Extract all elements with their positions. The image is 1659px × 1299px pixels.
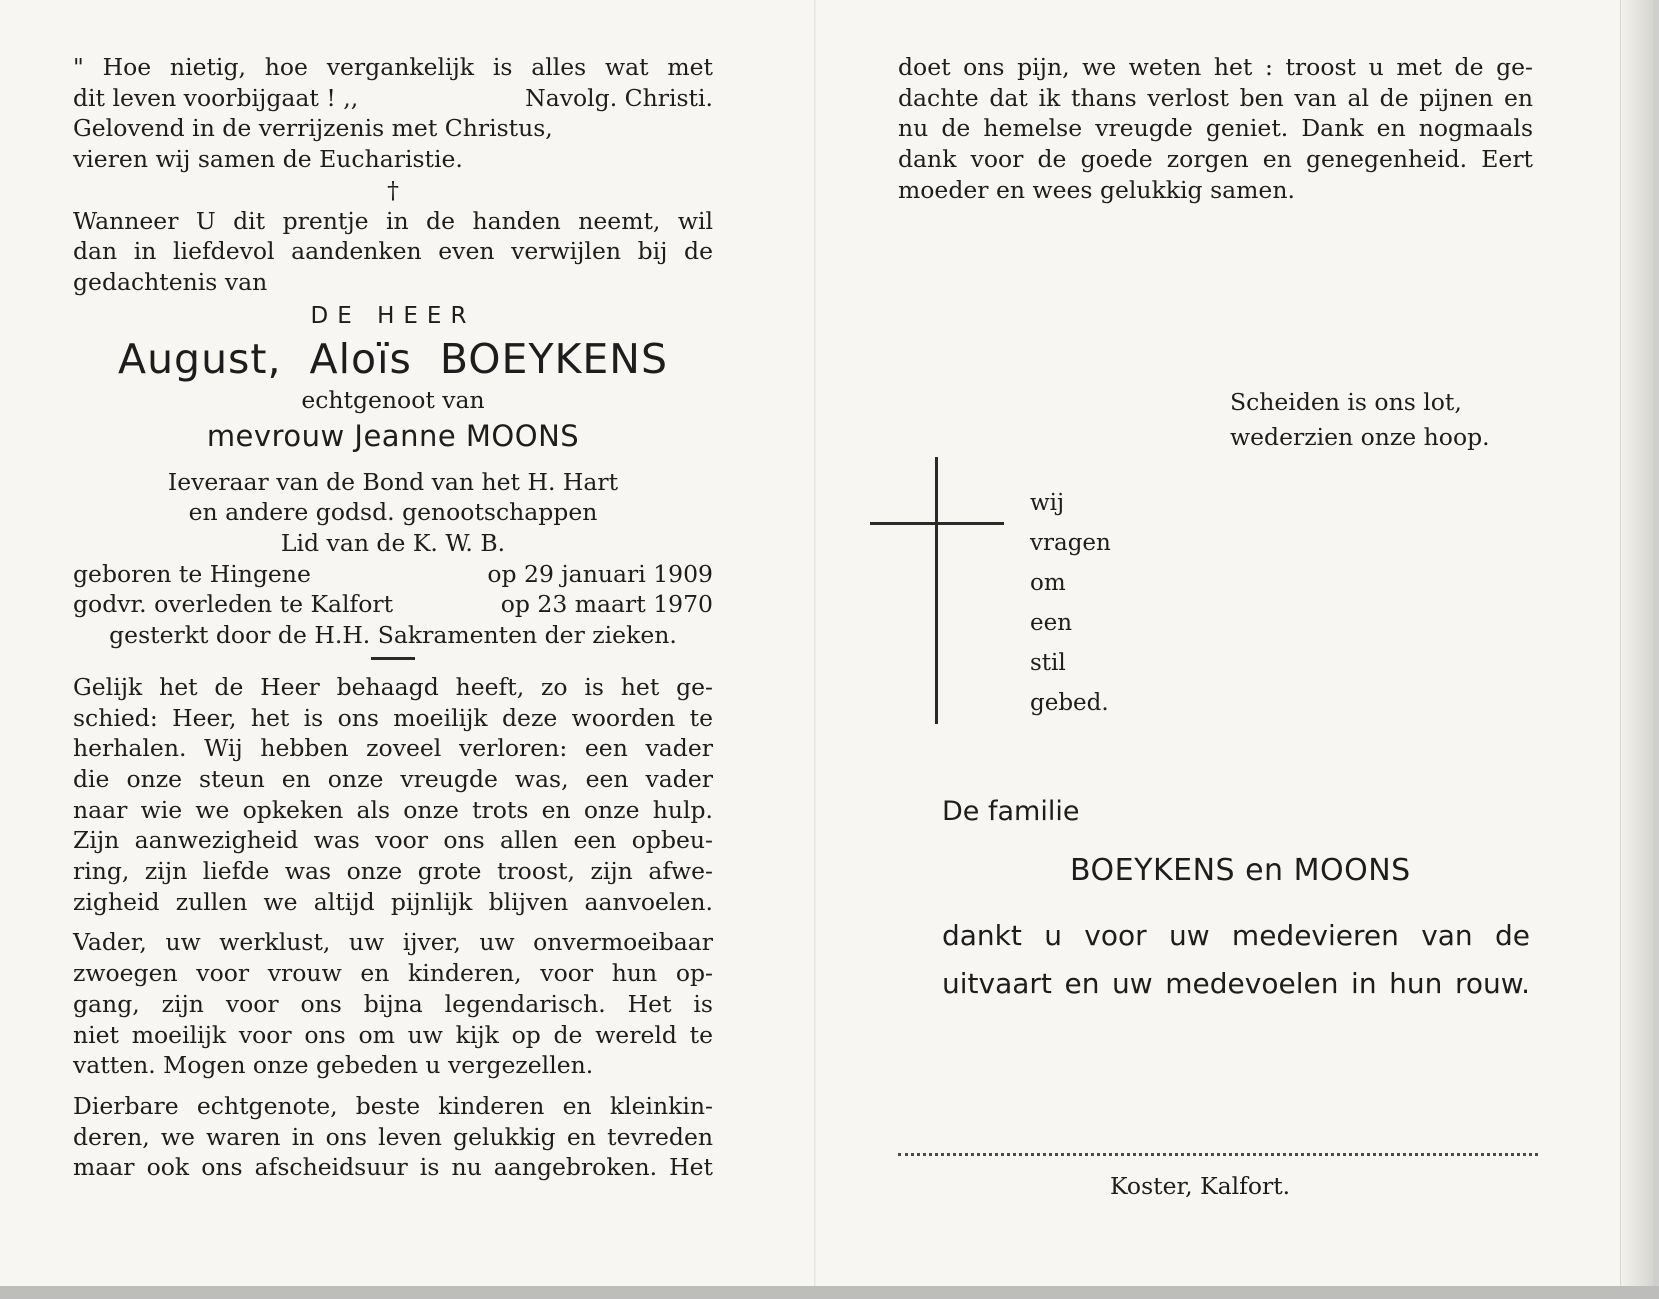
continuation-line: dachte dat ik thans verlost ben van al de pijnen en — [898, 83, 1533, 112]
continuation-paragraph — [898, 52, 1533, 206]
family-label: De familie — [942, 796, 1080, 827]
spouse-name: mevrouw Jeanne MOONS — [206, 418, 580, 453]
continuation-line: dank voor de goede zorgen en genegenheid. Eert — [898, 145, 1533, 174]
para2-line: Vader, uw werklust, uw ijver, uw onvermoeibaar — [73, 928, 713, 957]
continuation-line: doet ons pijn, we weten het : troost u met de ge- — [898, 53, 1533, 81]
para1-line: zigheid zullen we altijd pijnlijk blijven aanvoelen. — [73, 887, 713, 916]
prayer-word: een — [1030, 610, 1073, 636]
cross-symbol: † — [387, 175, 399, 204]
motto — [1230, 385, 1490, 455]
scan-border — [0, 1286, 1659, 1299]
thanks-line-1: dankt u voor uw medevieren van de — [942, 919, 1530, 952]
role-line-1: Ieveraar van de Bond van het H. Hart — [167, 467, 619, 496]
para3-line: deren, we waren in ons leven gelukkig en tevreden — [73, 1122, 713, 1151]
para2-line: niet moeilijk voor ons om uw kijk op de wereld te — [73, 1020, 713, 1049]
prayer-word: vragen — [1030, 530, 1111, 556]
paragraph-1 — [73, 672, 713, 918]
para1-line: herhalen. Wij hebben zoveel verloren: een vader — [73, 734, 713, 763]
prayer-word: om — [1030, 570, 1066, 596]
para1-line: Zijn aanwezigheid was voor ons allen een opbeu- — [73, 826, 713, 855]
title-heer: DE HEER — [310, 302, 476, 329]
printer-credit: Koster, Kalfort. — [1110, 1172, 1291, 1200]
para1-line: ring, zijn liefde was onze grote troost, zijn afwe- — [73, 857, 713, 886]
birth-line — [73, 559, 713, 590]
birth-place: geboren te Hingene — [73, 559, 311, 588]
cross-icon — [935, 457, 938, 724]
motto-line-1: Scheiden is ons lot, — [1230, 388, 1462, 416]
prayer-word: stil — [1030, 650, 1066, 676]
death-date: op 23 maart 1970 — [500, 590, 713, 619]
paragraph-3 — [73, 1091, 713, 1183]
cross-icon-bar — [870, 522, 1004, 525]
para1-line: schied: Heer, het is ons moeilijk deze woorden te — [73, 703, 713, 732]
continuation-line: moeder en wees gelukkig samen. — [898, 175, 1295, 204]
role-line-3: Lid van de K. W. B. — [280, 529, 506, 558]
thanks-text — [942, 912, 1530, 1008]
card-fold — [814, 0, 816, 1286]
left-page — [73, 52, 713, 1183]
motto-line-2: wederzien onze hoop. — [1230, 423, 1490, 451]
prayer-request — [1030, 483, 1111, 723]
para3-line: Dierbare echtgenote, beste kinderen en kleinkin- — [73, 1091, 713, 1120]
spouse-label: echtgenoot van — [301, 385, 485, 414]
para2-line: vatten. Mogen onze gebeden u vergezellen. — [73, 1051, 594, 1080]
para1-line: Gelijk het de Heer behaagd heeft, zo is het ge- — [73, 672, 713, 701]
prayer-word: gebed. — [1030, 690, 1109, 716]
quote-text: dit leven voorbijgaat ! ,, — [73, 83, 359, 112]
dotted-divider — [898, 1153, 1538, 1156]
sacraments-line: gesterkt door de H.H. Sakramenten der zieken. — [109, 621, 677, 650]
death-place: godvr. overleden te Kalfort — [73, 590, 394, 619]
deceased-name: August, Aloïs BOEYKENS — [118, 334, 668, 383]
divider-dash — [371, 657, 415, 660]
para3-line: maar ook ons afscheidsuur is nu aangebroken. Het — [73, 1153, 713, 1182]
faith-line-1: Gelovend in de verrijzenis met Christus, — [73, 114, 553, 143]
para2-line: zwoegen voor vrouw en kinderen, voor hun op- — [73, 959, 713, 988]
card-edge — [1620, 0, 1653, 1286]
intro-line-1: Wanneer U dit prentje in de handen neemt, wil — [73, 206, 713, 235]
quote-line-1: " Hoe nietig, hoe vergankelijk is alles wat met — [73, 53, 713, 81]
continuation-line: nu de hemelse vreugde geniet. Dank en nogmaals — [898, 114, 1533, 143]
prayer-word: wij — [1030, 490, 1065, 516]
role-line-2: en andere godsd. genootschappen — [188, 498, 598, 527]
birth-date: op 29 januari 1909 — [487, 559, 713, 588]
para1-line: naar wie we opkeken als onze trots en onze hulp. — [73, 795, 713, 824]
para1-line: die onze steun en onze vreugde was, een vader — [73, 764, 713, 793]
family-names: BOEYKENS en MOONS — [1070, 853, 1411, 888]
thanks-line-2: uitvaart en uw medevoelen in hun rouw. — [942, 967, 1530, 1000]
intro-line-3: gedachtenis van — [73, 267, 268, 296]
death-line — [73, 589, 713, 620]
paragraph-2 — [73, 927, 713, 1081]
quote-line-2 — [73, 83, 713, 114]
quote-source: Navolg. Christi. — [525, 83, 713, 112]
faith-line-2: vieren wij samen de Eucharistie. — [73, 145, 463, 174]
para2-line: gang, zijn voor ons bijna legendarisch. Het is — [73, 989, 713, 1018]
intro-line-2: dan in liefdevol aandenken even verwijlen bij de — [73, 237, 713, 266]
